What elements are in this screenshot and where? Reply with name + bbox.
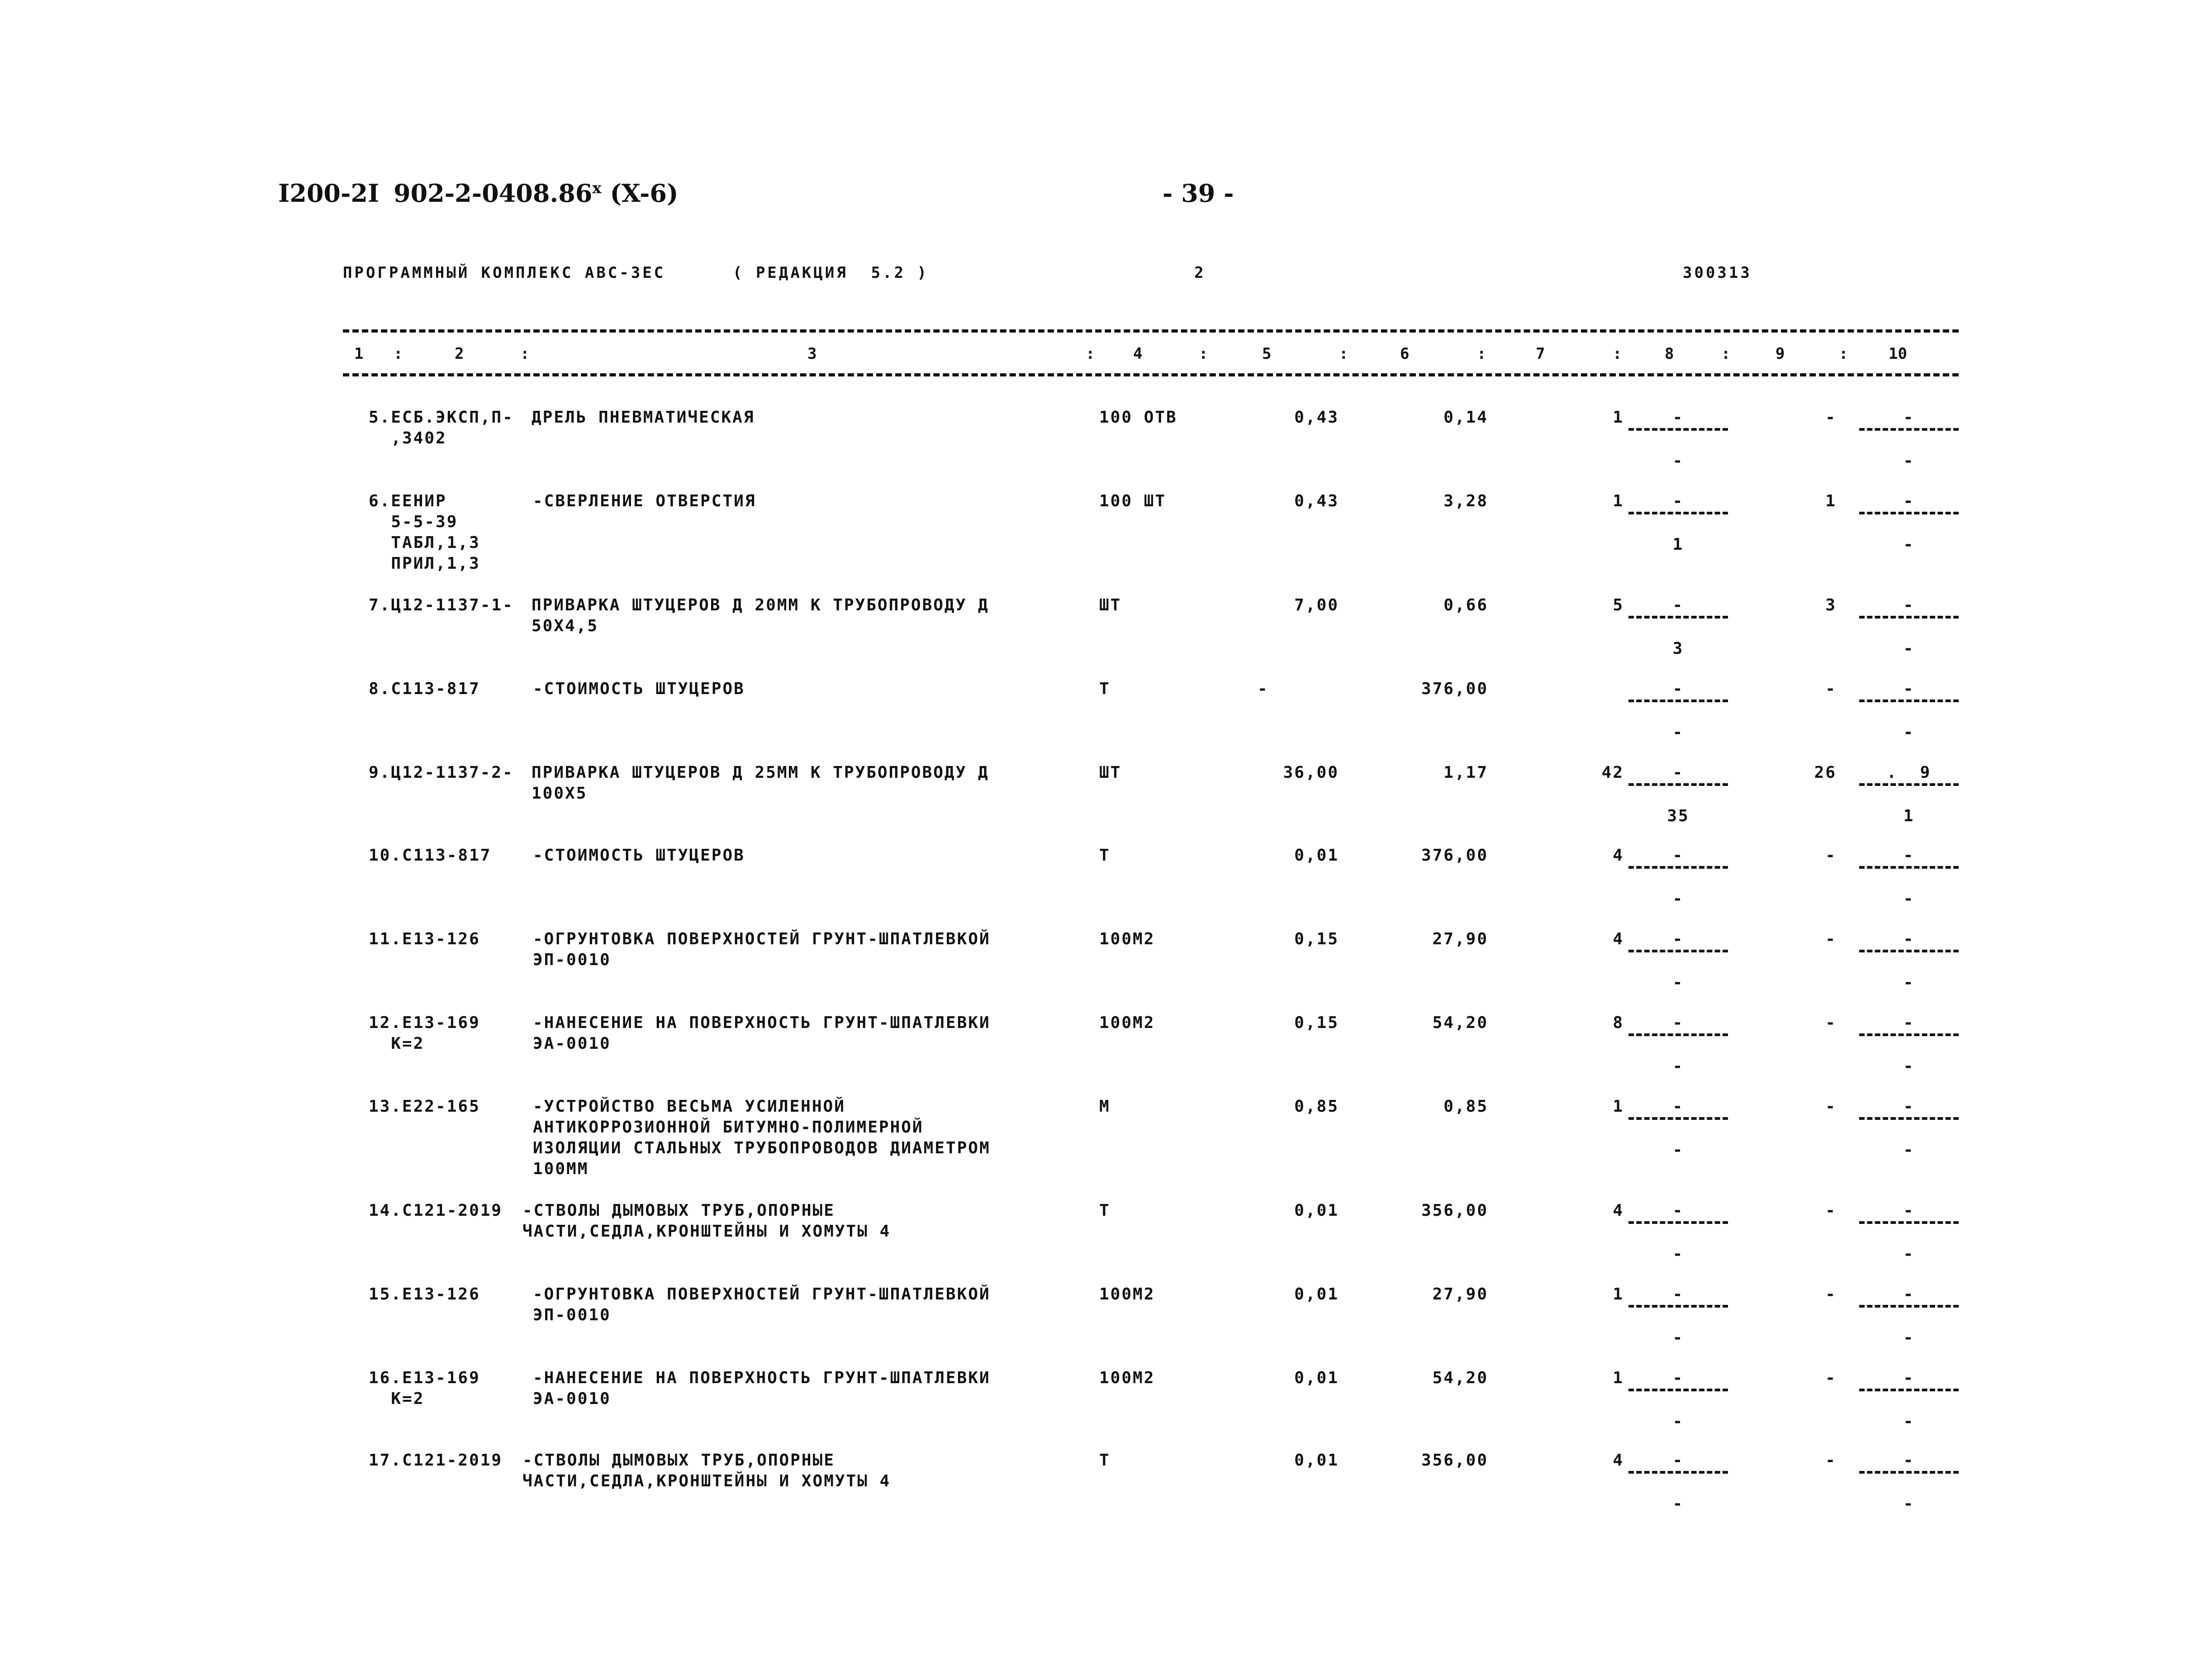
- row-quantity: 0,85: [1294, 1097, 1339, 1116]
- col-head-7: 7: [1536, 345, 1545, 363]
- row-col9: -: [1825, 1451, 1837, 1470]
- row-unit: Т: [1099, 1201, 1111, 1220]
- col10-bottom: 1: [1903, 807, 1915, 825]
- row-price: 54,20: [1432, 1014, 1488, 1032]
- row-code: 10.С113-817: [369, 846, 492, 865]
- row-price: 0,66: [1443, 596, 1488, 614]
- designation-number: 902-2-0408.86: [394, 179, 593, 208]
- fraction-bar: [1628, 512, 1728, 514]
- row-col7: 1: [1613, 1369, 1624, 1387]
- col10-top: -: [1903, 1369, 1915, 1387]
- table-row: [0, 595, 2212, 658]
- col8-bottom: -: [1672, 1141, 1684, 1159]
- col10-bottom: -: [1903, 1328, 1915, 1347]
- row-col9: 26: [1814, 763, 1837, 782]
- row-col9: -: [1825, 680, 1837, 698]
- table-row: [0, 762, 2212, 825]
- col8-bottom: -: [1672, 1245, 1684, 1263]
- fraction-bar: [1628, 866, 1728, 869]
- fraction-bar: [1628, 783, 1728, 786]
- row-col7: 1: [1613, 492, 1624, 510]
- table-row: [0, 679, 2212, 742]
- table-row: [0, 491, 2212, 573]
- table-row: [0, 1450, 2212, 1513]
- row-quantity: 0,43: [1294, 492, 1339, 510]
- row-col9: -: [1825, 1285, 1837, 1304]
- row-quantity: 36,00: [1283, 763, 1339, 782]
- col-head-3: 3: [807, 345, 817, 363]
- row-code: 12.Е13-169 К=2: [369, 1014, 480, 1053]
- col-sep: :: [1839, 345, 1848, 363]
- fraction-bar: [1859, 616, 1959, 619]
- fraction-bar: [1859, 1305, 1959, 1308]
- document-code: I200-2I: [278, 179, 380, 208]
- col-sep: :: [1339, 345, 1348, 363]
- row-col9: 1: [1825, 492, 1837, 510]
- col8-top: -: [1672, 492, 1684, 510]
- document-designation: [394, 179, 679, 208]
- row-col7: 4: [1613, 1201, 1624, 1220]
- row-code: 8.С113-817: [369, 680, 480, 698]
- col10-top: -: [1903, 408, 1915, 427]
- col10-bottom: -: [1903, 535, 1915, 554]
- row-quantity: 7,00: [1294, 596, 1339, 614]
- col8-top: -: [1672, 846, 1684, 865]
- col10-bottom: -: [1903, 723, 1915, 742]
- row-price: 27,90: [1432, 1285, 1488, 1304]
- row-price: 1,17: [1443, 763, 1488, 782]
- row-unit: Т: [1099, 680, 1111, 698]
- row-code: 14.С121-2019: [369, 1201, 503, 1220]
- row-col7: 8: [1613, 1014, 1624, 1032]
- col10-top: . 9: [1886, 763, 1932, 782]
- col-head-8: 8: [1665, 345, 1674, 363]
- table-row: [0, 1200, 2212, 1263]
- row-name: -ОГРУНТОВКА ПОВЕРХНОСТЕЙ ГРУНТ-ШПАТЛЕВКОЙ ЭП-0010: [533, 930, 991, 969]
- col8-top: -: [1672, 1201, 1684, 1220]
- fraction-bar: [1859, 1033, 1959, 1036]
- row-price: 376,00: [1421, 680, 1488, 698]
- row-name: ДРЕЛЬ ПНЕВМАТИЧЕСКАЯ: [532, 408, 755, 427]
- row-col9: -: [1825, 408, 1837, 427]
- row-col7: 1: [1613, 1285, 1624, 1304]
- page-number: - 39 -: [1163, 179, 1234, 208]
- fraction-bar: [1859, 1117, 1959, 1120]
- designation-mark: x: [592, 179, 602, 197]
- row-price: 356,00: [1421, 1201, 1488, 1220]
- row-quantity: 0,01: [1294, 1451, 1339, 1470]
- row-quantity: 0,15: [1294, 1014, 1339, 1032]
- col10-top: -: [1903, 1201, 1915, 1220]
- row-price: 3,28: [1443, 492, 1488, 510]
- fraction-bar: [1859, 950, 1959, 952]
- col-sep: :: [1613, 345, 1622, 363]
- row-col7: 1: [1613, 408, 1624, 427]
- col8-bottom: 3: [1672, 639, 1684, 658]
- fraction-bar: [1859, 1471, 1959, 1474]
- row-quantity: 0,01: [1294, 846, 1339, 865]
- row-price: 356,00: [1421, 1451, 1488, 1470]
- row-price: 0,14: [1443, 408, 1488, 427]
- col-head-4: 4: [1133, 345, 1143, 363]
- table-row: [0, 845, 2212, 908]
- col10-top: -: [1903, 596, 1915, 614]
- row-code: 5.ЕСБ.ЭКСП,П- ,3402: [369, 408, 514, 447]
- fraction-bar: [1628, 700, 1728, 702]
- col10-top: -: [1903, 1097, 1915, 1116]
- row-quantity: 0,43: [1294, 408, 1339, 427]
- table-row: [0, 1096, 2212, 1178]
- col8-bottom: -: [1672, 1494, 1684, 1513]
- row-unit: 100М2: [1099, 1014, 1155, 1032]
- col-sep: :: [1086, 345, 1095, 363]
- col8-top: -: [1672, 1451, 1684, 1470]
- col10-top: -: [1903, 492, 1915, 510]
- table-row: [0, 407, 2212, 470]
- table-row: [0, 1284, 2212, 1347]
- col-sep: :: [1199, 345, 1208, 363]
- col-head-5: 5: [1262, 345, 1272, 363]
- col8-top: -: [1672, 763, 1684, 782]
- fraction-bar: [1628, 950, 1728, 952]
- row-quantity: -: [1258, 680, 1269, 698]
- fraction-bar: [1859, 1389, 1959, 1391]
- table-row: [0, 929, 2212, 992]
- col10-bottom: -: [1903, 1057, 1915, 1075]
- fraction-bar: [1859, 866, 1959, 869]
- col8-top: -: [1672, 1369, 1684, 1387]
- row-unit: Т: [1099, 1451, 1111, 1470]
- row-name: -СВЕРЛЕНИЕ ОТВЕРСТИЯ: [533, 492, 756, 510]
- col10-bottom: -: [1903, 1494, 1915, 1513]
- fraction-bar: [1859, 783, 1959, 786]
- row-price: 0,85: [1443, 1097, 1488, 1116]
- header-rule-top: [343, 329, 1959, 333]
- row-col9: -: [1825, 1097, 1837, 1116]
- row-name: ПРИВАРКА ШТУЦЕРОВ Д 20ММ К ТРУБОПРОВОДУ Д 50Х4,5: [532, 596, 989, 635]
- row-col7: 4: [1613, 1451, 1624, 1470]
- col-head-1: 1: [354, 345, 364, 363]
- row-col9: -: [1825, 930, 1837, 948]
- row-code: 6.ЕЕНИР 5-5-39 ТАБЛ,1,3 ПРИЛ,1,3: [369, 492, 480, 573]
- row-col7: 4: [1613, 846, 1624, 865]
- col8-top: -: [1672, 1097, 1684, 1116]
- fraction-bar: [1628, 1221, 1728, 1224]
- row-quantity: 0,01: [1294, 1285, 1339, 1304]
- row-code: 16.Е13-169 К=2: [369, 1369, 480, 1408]
- row-unit: 100М2: [1099, 1369, 1155, 1387]
- row-name: -СТОИМОСТЬ ШТУЦЕРОВ: [533, 846, 745, 865]
- row-quantity: 0,15: [1294, 930, 1339, 948]
- fraction-bar: [1628, 1389, 1728, 1391]
- row-unit: 100М2: [1099, 930, 1155, 948]
- row-unit: М: [1099, 1097, 1111, 1116]
- fraction-bar: [1628, 616, 1728, 619]
- col10-top: -: [1903, 680, 1915, 698]
- table-row: [0, 1368, 2212, 1431]
- program-edition: ( РЕДАКЦИЯ 5.2 ): [733, 264, 929, 282]
- col10-bottom: -: [1903, 890, 1915, 908]
- fraction-bar: [1628, 1117, 1728, 1120]
- col10-top: -: [1903, 1285, 1915, 1304]
- col8-bottom: 1: [1672, 535, 1684, 554]
- table-row: [0, 1013, 2212, 1075]
- row-unit: Т: [1099, 846, 1111, 865]
- col10-bottom: -: [1903, 1412, 1915, 1431]
- fraction-bar: [1859, 512, 1959, 514]
- row-col7: 5: [1613, 596, 1624, 614]
- col8-top: -: [1672, 596, 1684, 614]
- row-code: 7.Ц12-1137-1-: [369, 596, 514, 614]
- sheet-number: 2: [1194, 264, 1206, 282]
- fraction-bar: [1628, 1305, 1728, 1308]
- row-unit: 100 ОТВ: [1099, 408, 1177, 427]
- col8-bottom: -: [1672, 1057, 1684, 1075]
- row-code: 11.Е13-126: [369, 930, 480, 948]
- row-code: 15.Е13-126: [369, 1285, 480, 1304]
- col8-top: -: [1672, 1285, 1684, 1304]
- row-unit: 100 ШТ: [1099, 492, 1167, 510]
- col10-bottom: -: [1903, 973, 1915, 992]
- row-code: 17.С121-2019: [369, 1451, 503, 1470]
- col-sep: :: [520, 345, 530, 363]
- row-unit: ШТ: [1099, 763, 1122, 782]
- col8-bottom: -: [1672, 1328, 1684, 1347]
- col8-bottom: -: [1672, 452, 1684, 470]
- row-unit: ШТ: [1099, 596, 1122, 614]
- col10-top: -: [1903, 930, 1915, 948]
- col-sep: :: [1721, 345, 1731, 363]
- row-code: 9.Ц12-1137-2-: [369, 763, 514, 782]
- col10-bottom: -: [1903, 1245, 1915, 1263]
- header-rule-bottom: [343, 373, 1959, 376]
- row-name: -СТВОЛЫ ДЫМОВЫХ ТРУБ,ОПОРНЫЕ ЧАСТИ,СЕДЛА,КРОНШТЕЙНЫ И ХОМУТЫ 4: [522, 1451, 891, 1490]
- row-col9: 3: [1825, 596, 1837, 614]
- row-name: -УСТРОЙСТВО ВЕСЬМА УСИЛЕННОЙ АНТИКОРРОЗИОННОЙ БИТУМНО-ПОЛИМЕРНОЙ ИЗОЛЯЦИИ СТАЛЬНЫХ ТРУБОПРОВОДОВ ДИАМЕТРОМ 100ММ: [533, 1097, 991, 1178]
- fraction-bar: [1859, 428, 1959, 431]
- col8-top: -: [1672, 408, 1684, 427]
- row-col9: -: [1825, 1369, 1837, 1387]
- row-col9: -: [1825, 1014, 1837, 1032]
- col10-top: -: [1903, 1014, 1915, 1032]
- col8-bottom: -: [1672, 723, 1684, 742]
- program-code: 300313: [1683, 264, 1752, 282]
- row-unit: 100М2: [1099, 1285, 1155, 1304]
- fraction-bar: [1859, 1221, 1959, 1224]
- row-code: 13.Е22-165: [369, 1097, 480, 1116]
- col-head-6: 6: [1400, 345, 1410, 363]
- col8-bottom: -: [1672, 973, 1684, 992]
- col8-top: -: [1672, 930, 1684, 948]
- col8-bottom: -: [1672, 1412, 1684, 1431]
- col-head-9: 9: [1775, 345, 1785, 363]
- col8-bottom: -: [1672, 890, 1684, 908]
- col8-top: -: [1672, 680, 1684, 698]
- col-head-10: 10: [1889, 345, 1907, 363]
- fraction-bar: [1859, 700, 1959, 702]
- row-price: 376,00: [1421, 846, 1488, 865]
- col8-bottom: 35: [1667, 807, 1690, 825]
- row-name: -ОГРУНТОВКА ПОВЕРХНОСТЕЙ ГРУНТ-ШПАТЛЕВКОЙ ЭП-0010: [533, 1285, 991, 1324]
- row-col9: -: [1825, 846, 1837, 865]
- row-name: -СТВОЛЫ ДЫМОВЫХ ТРУБ,ОПОРНЫЕ ЧАСТИ,СЕДЛА,КРОНШТЕЙНЫ И ХОМУТЫ 4: [522, 1201, 891, 1241]
- row-quantity: 0,01: [1294, 1201, 1339, 1220]
- row-quantity: 0,01: [1294, 1369, 1339, 1387]
- col-sep: :: [394, 345, 403, 363]
- row-name: -НАНЕСЕНИЕ НА ПОВЕРХНОСТЬ ГРУНТ-ШПАТЛЕВКИ ЭА-0010: [533, 1014, 991, 1053]
- row-price: 27,90: [1432, 930, 1488, 948]
- col-sep: :: [1477, 345, 1486, 363]
- row-col7: 42: [1601, 763, 1624, 782]
- row-name: -НАНЕСЕНИЕ НА ПОВЕРХНОСТЬ ГРУНТ-ШПАТЛЕВКИ ЭА-0010: [533, 1369, 991, 1408]
- row-col7: 1: [1613, 1097, 1624, 1116]
- program-title: ПРОГРАММНЫЙ КОМПЛЕКС АВС-3ЕС: [343, 264, 666, 282]
- col10-bottom: -: [1903, 639, 1915, 658]
- fraction-bar: [1628, 1033, 1728, 1036]
- row-name: ПРИВАРКА ШТУЦЕРОВ Д 25ММ К ТРУБОПРОВОДУ Д 100Х5: [532, 763, 989, 803]
- col10-bottom: -: [1903, 1141, 1915, 1159]
- col8-top: -: [1672, 1014, 1684, 1032]
- row-price: 54,20: [1432, 1369, 1488, 1387]
- row-col7: 4: [1613, 930, 1624, 948]
- designation-suffix: (X-6): [610, 179, 679, 208]
- col10-top: -: [1903, 1451, 1915, 1470]
- col-head-2: 2: [455, 345, 464, 363]
- row-col9: -: [1825, 1201, 1837, 1220]
- fraction-bar: [1628, 1471, 1728, 1474]
- row-name: -СТОИМОСТЬ ШТУЦЕРОВ: [533, 680, 745, 698]
- col10-bottom: -: [1903, 452, 1915, 470]
- fraction-bar: [1628, 428, 1728, 431]
- col10-top: -: [1903, 846, 1915, 865]
